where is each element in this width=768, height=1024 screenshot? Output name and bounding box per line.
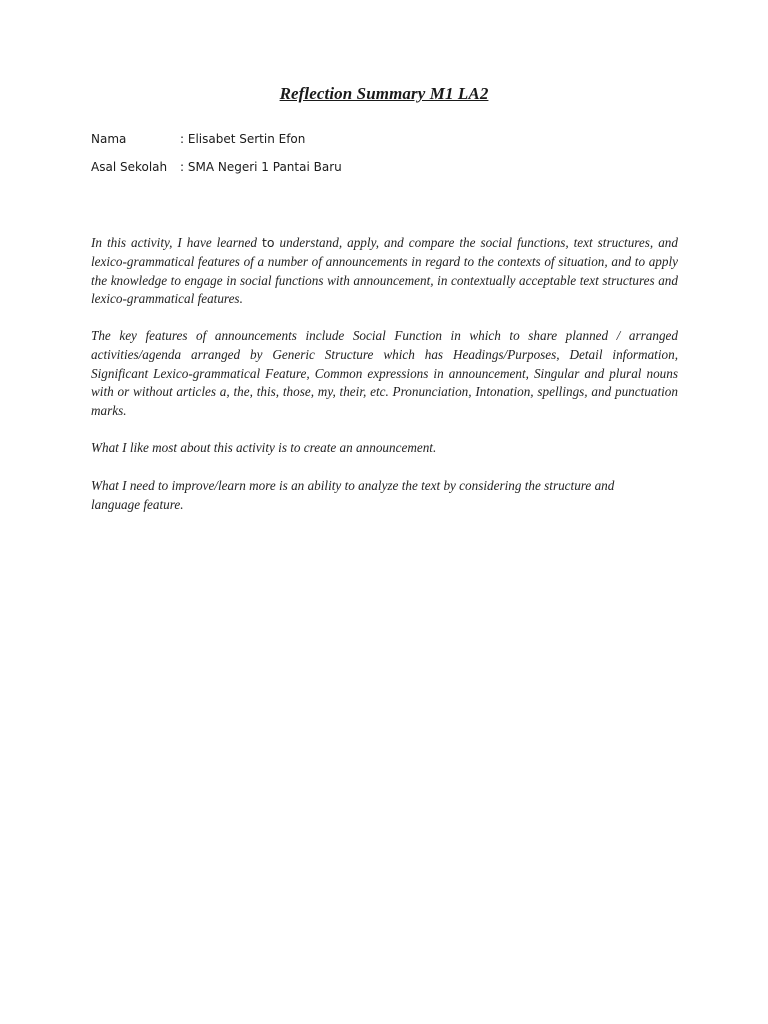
paragraph1-before: In this activity, I have learned bbox=[91, 235, 262, 250]
nama-label: Nama bbox=[91, 132, 127, 146]
nama-value: : Elisabet Sertin Efon bbox=[180, 132, 306, 146]
info-row-nama bbox=[91, 132, 305, 146]
paragraph-key-features: The key features of announcements include Social Function in which to share planned / arranged activities/agenda arranged by Generic Structure which has Headings/Purposes, Detail information, Significant Lexico-grammatical Feature, Common expressions in announcement, Singular and plural nouns with or without articles a, the, this, those, my, their, etc. Pronunciation, Intonation, spellings, and punctuation marks. bbox=[91, 328, 678, 419]
info-row-asal-sekolah bbox=[91, 160, 342, 174]
paragraph-learning-summary bbox=[91, 234, 678, 309]
asal-sekolah-label: Asal Sekolah bbox=[91, 160, 168, 174]
paragraph1-to-word: to bbox=[261, 235, 275, 250]
paragraph-need-improve: What I need to improve/learn more is an ability to analyze the text by considering the structure and language feature. bbox=[91, 478, 615, 512]
paragraph1-after: understand, apply, and compare the social functions, text structures, and lexico-grammatical features of a number of announcements in regard to the contexts of situation, and to apply the knowledge to engage in social functions with announcement, in contextually acceptable text structures and lexico-grammatical features. bbox=[91, 235, 678, 307]
document-title: Reflection Summary M1 LA2 bbox=[279, 84, 489, 103]
asal-sekolah-value: : SMA Negeri 1 Pantai Baru bbox=[180, 160, 342, 174]
paragraph-like-most: What I like most about this activity is to create an announcement. bbox=[91, 440, 437, 455]
